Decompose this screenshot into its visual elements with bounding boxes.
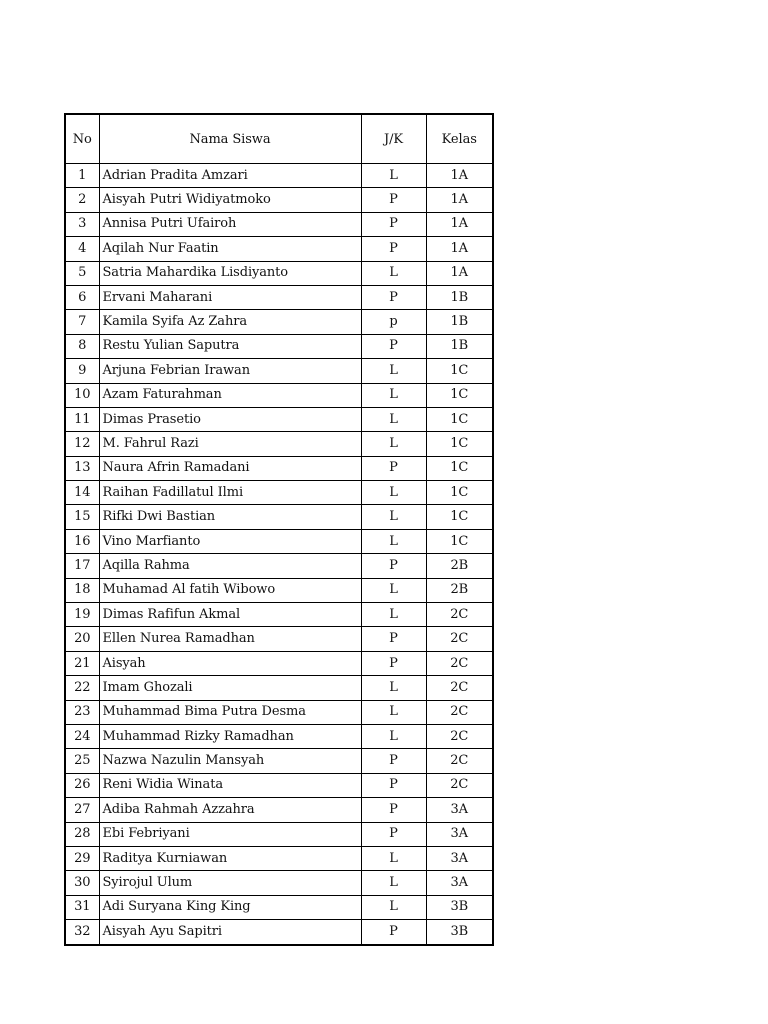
student-gender: L (361, 505, 426, 529)
student-gender: P (361, 212, 426, 236)
row-number: 25 (65, 749, 99, 773)
table-row (65, 700, 493, 724)
student-gender: p (361, 310, 426, 334)
student-gender: L (361, 261, 426, 285)
row-number: 18 (65, 578, 99, 602)
table-row (65, 529, 493, 553)
student-class: 1C (426, 505, 493, 529)
student-name: Satria Mahardika Lisdiyanto (99, 261, 361, 285)
student-gender: L (361, 724, 426, 748)
student-class: 2B (426, 578, 493, 602)
table-row (65, 164, 493, 188)
table-row (65, 285, 493, 309)
student-name: Muhammad Bima Putra Desma (99, 700, 361, 724)
student-name: Raditya Kurniawan (99, 846, 361, 870)
student-name: Aisyah Putri Widiyatmoko (99, 188, 361, 212)
table-row (65, 456, 493, 480)
table-row (65, 676, 493, 700)
table-row (65, 578, 493, 602)
student-name: Raihan Fadillatul Ilmi (99, 481, 361, 505)
student-class: 1A (426, 164, 493, 188)
row-number: 12 (65, 432, 99, 456)
row-number: 23 (65, 700, 99, 724)
row-number: 11 (65, 407, 99, 431)
student-gender: L (361, 432, 426, 456)
student-class: 2C (426, 773, 493, 797)
table-row (65, 822, 493, 846)
row-number: 14 (65, 481, 99, 505)
row-number: 1 (65, 164, 99, 188)
student-gender: L (361, 164, 426, 188)
student-name: Arjuna Febrian Irawan (99, 359, 361, 383)
row-number: 6 (65, 285, 99, 309)
table-row (65, 334, 493, 358)
table-row (65, 432, 493, 456)
student-name: Naura Afrin Ramadani (99, 456, 361, 480)
header-gender: J/K (361, 114, 426, 164)
student-gender: P (361, 822, 426, 846)
student-class: 3B (426, 895, 493, 919)
row-number: 31 (65, 895, 99, 919)
student-gender: L (361, 359, 426, 383)
table-row (65, 798, 493, 822)
student-gender: P (361, 334, 426, 358)
student-name: Rifki Dwi Bastian (99, 505, 361, 529)
student-name: Kamila Syifa Az Zahra (99, 310, 361, 334)
student-class: 1A (426, 261, 493, 285)
student-class: 2B (426, 554, 493, 578)
student-name: Ellen Nurea Ramadhan (99, 627, 361, 651)
student-name: Vino Marfianto (99, 529, 361, 553)
student-gender: L (361, 603, 426, 627)
student-gender: P (361, 237, 426, 261)
student-class: 1A (426, 237, 493, 261)
student-name: Restu Yulian Saputra (99, 334, 361, 358)
row-number: 8 (65, 334, 99, 358)
row-number: 15 (65, 505, 99, 529)
student-gender: P (361, 188, 426, 212)
table-row (65, 871, 493, 895)
student-class: 2C (426, 627, 493, 651)
student-name: Annisa Putri Ufairoh (99, 212, 361, 236)
row-number: 29 (65, 846, 99, 870)
table-row (65, 481, 493, 505)
student-name: Adi Suryana King King (99, 895, 361, 919)
row-number: 7 (65, 310, 99, 334)
student-name: M. Fahrul Razi (99, 432, 361, 456)
table-row (65, 603, 493, 627)
student-class: 2C (426, 651, 493, 675)
table-row (65, 651, 493, 675)
student-class: 3A (426, 822, 493, 846)
row-number: 20 (65, 627, 99, 651)
student-class: 2C (426, 676, 493, 700)
student-class: 1C (426, 432, 493, 456)
row-number: 4 (65, 237, 99, 261)
row-number: 26 (65, 773, 99, 797)
row-number: 21 (65, 651, 99, 675)
student-class: 3B (426, 920, 493, 945)
student-name: Aisyah Ayu Sapitri (99, 920, 361, 945)
student-name: Nazwa Nazulin Mansyah (99, 749, 361, 773)
table-header (65, 114, 493, 164)
student-gender: P (361, 798, 426, 822)
row-number: 24 (65, 724, 99, 748)
student-gender: P (361, 749, 426, 773)
table-row (65, 383, 493, 407)
student-class: 2C (426, 724, 493, 748)
student-class: 1A (426, 212, 493, 236)
table-row (65, 627, 493, 651)
student-class: 1C (426, 383, 493, 407)
table-row (65, 310, 493, 334)
row-number: 27 (65, 798, 99, 822)
row-number: 2 (65, 188, 99, 212)
table-row (65, 188, 493, 212)
student-name: Ebi Febriyani (99, 822, 361, 846)
student-name: Aisyah (99, 651, 361, 675)
student-name: Adiba Rahmah Azzahra (99, 798, 361, 822)
student-name: Muhamad Al fatih Wibowo (99, 578, 361, 602)
table-row (65, 749, 493, 773)
student-gender: P (361, 456, 426, 480)
student-class: 2C (426, 749, 493, 773)
row-number: 30 (65, 871, 99, 895)
student-list-table (64, 113, 494, 946)
table-body (65, 164, 493, 945)
table-row (65, 505, 493, 529)
student-name: Dimas Rafifun Akmal (99, 603, 361, 627)
table-row (65, 724, 493, 748)
student-class: 3A (426, 871, 493, 895)
student-gender: L (361, 871, 426, 895)
row-number: 10 (65, 383, 99, 407)
student-name: Muhammad Rizky Ramadhan (99, 724, 361, 748)
student-gender: P (361, 651, 426, 675)
student-gender: P (361, 285, 426, 309)
student-gender: P (361, 627, 426, 651)
row-number: 19 (65, 603, 99, 627)
student-class: 1B (426, 310, 493, 334)
student-class: 1B (426, 285, 493, 309)
row-number: 17 (65, 554, 99, 578)
student-name: Aqilla Rahma (99, 554, 361, 578)
row-number: 13 (65, 456, 99, 480)
table-row (65, 359, 493, 383)
student-class: 1C (426, 407, 493, 431)
header-no: No (65, 114, 99, 164)
student-gender: L (361, 407, 426, 431)
header-student-name: Nama Siswa (99, 114, 361, 164)
student-class: 3A (426, 846, 493, 870)
student-name: Imam Ghozali (99, 676, 361, 700)
table-row (65, 261, 493, 285)
table-row (65, 846, 493, 870)
student-gender: L (361, 578, 426, 602)
student-gender: L (361, 676, 426, 700)
student-name: Aqilah Nur Faatin (99, 237, 361, 261)
student-gender: L (361, 383, 426, 407)
table-row (65, 407, 493, 431)
student-name: Dimas Prasetio (99, 407, 361, 431)
student-class: 3A (426, 798, 493, 822)
table-row (65, 237, 493, 261)
student-class: 1C (426, 481, 493, 505)
table-row (65, 773, 493, 797)
row-number: 32 (65, 920, 99, 945)
student-class: 2C (426, 603, 493, 627)
student-gender: P (361, 773, 426, 797)
row-number: 5 (65, 261, 99, 285)
student-name: Syirojul Ulum (99, 871, 361, 895)
student-class: 1C (426, 456, 493, 480)
student-name: Ervani Maharani (99, 285, 361, 309)
student-name: Adrian Pradita Amzari (99, 164, 361, 188)
student-name: Reni Widia Winata (99, 773, 361, 797)
student-name: Azam Faturahman (99, 383, 361, 407)
header-row (65, 114, 493, 164)
student-gender: L (361, 481, 426, 505)
header-class: Kelas (426, 114, 493, 164)
student-gender: P (361, 920, 426, 945)
student-class: 1C (426, 529, 493, 553)
student-gender: P (361, 554, 426, 578)
row-number: 16 (65, 529, 99, 553)
row-number: 9 (65, 359, 99, 383)
student-class: 1C (426, 359, 493, 383)
student-gender: L (361, 895, 426, 919)
table-row (65, 895, 493, 919)
table-row (65, 920, 493, 945)
student-class: 1A (426, 188, 493, 212)
row-number: 28 (65, 822, 99, 846)
row-number: 22 (65, 676, 99, 700)
student-gender: L (361, 700, 426, 724)
table-row (65, 554, 493, 578)
row-number: 3 (65, 212, 99, 236)
student-gender: L (361, 529, 426, 553)
table-row (65, 212, 493, 236)
student-class: 2C (426, 700, 493, 724)
student-class: 1B (426, 334, 493, 358)
student-gender: L (361, 846, 426, 870)
